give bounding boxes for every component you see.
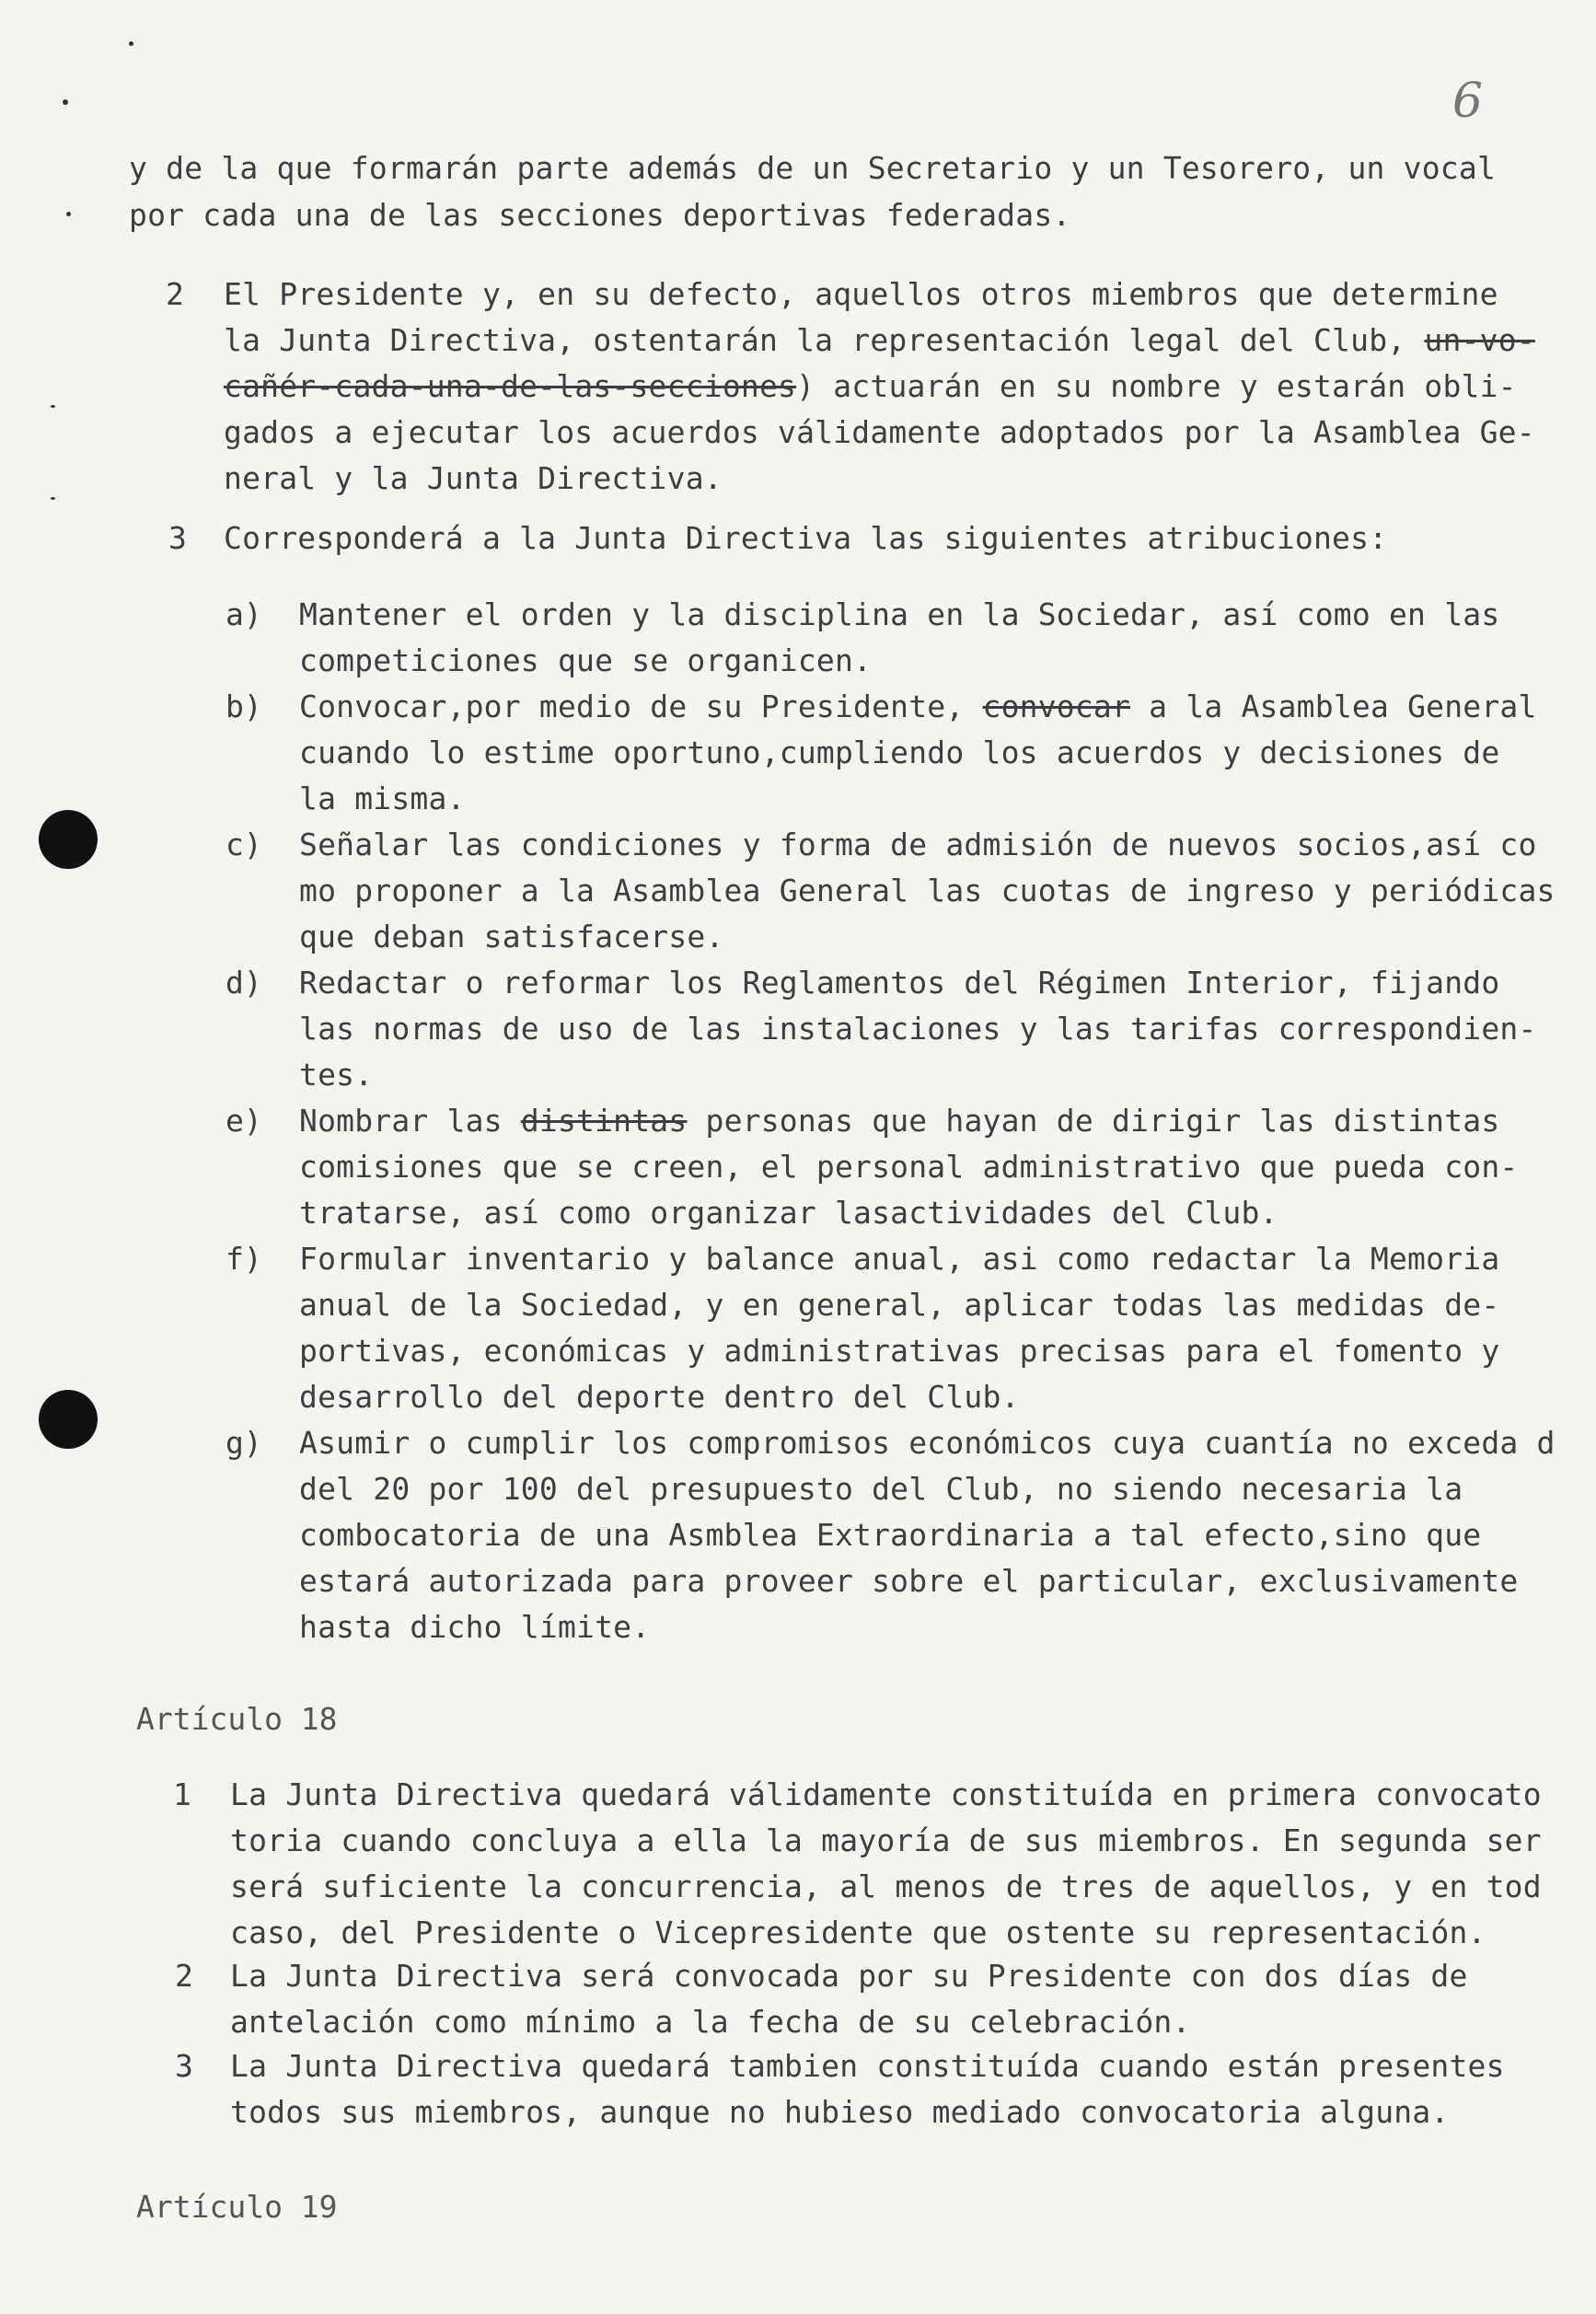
speck bbox=[66, 212, 71, 216]
paragraph-number: 2 bbox=[166, 276, 184, 312]
item-c-line-2: mo proponer a la Asamblea General las cuotas de ingreso y periódicas bbox=[299, 873, 1556, 908]
item-g-line-3: combocatoria de una Asmblea Extraordinaria a tal efecto,sino que bbox=[299, 1517, 1482, 1553]
struck-text: cañér-cada-una-de-las-secciones bbox=[224, 368, 797, 404]
punch-hole-bottom bbox=[39, 1390, 98, 1449]
article-18-p3-line-1: La Junta Directiva quedará tambien constituída cuando están presentes bbox=[230, 2048, 1505, 2084]
item-b-line-3: la misma. bbox=[299, 781, 466, 816]
item-e-line-3: tratarse, así como organizar lasactividades del Club. bbox=[299, 1195, 1278, 1231]
intro-line-1: y de la que formarán parte además de un Secretario y un Tesorero, un vocal bbox=[129, 150, 1497, 186]
struck-text: distintas bbox=[520, 1103, 688, 1139]
punch-hole-top bbox=[39, 810, 98, 869]
article-19-heading: Artículo 19 bbox=[136, 2189, 338, 2225]
paragraph-number: 3 bbox=[175, 2048, 193, 2084]
item-b-line-2: cuando lo estime oportuno,cumpliendo los acuerdos y decisiones de bbox=[299, 735, 1500, 770]
line-text: Convocar,por medio de su Presidente, bbox=[299, 688, 965, 724]
line-text: a la Asamblea General bbox=[1149, 688, 1537, 724]
speck bbox=[129, 41, 133, 46]
item-f-line-4: desarrollo del deporte dentro del Club. bbox=[299, 1379, 1020, 1415]
item-e-line-2: comisiones que se creen, el personal administrativo que pueda con- bbox=[299, 1149, 1519, 1185]
struck-text: un-vo- bbox=[1424, 322, 1535, 358]
item-letter: e) bbox=[226, 1103, 262, 1139]
item-f-line-3: portivas, económicas y administrativas precisas para el fomento y bbox=[299, 1333, 1500, 1369]
paragraph-2-line-5: neral y la Junta Directiva. bbox=[224, 460, 723, 496]
article-18-p1-line-1: La Junta Directiva quedará válidamente constituída en primera convocato bbox=[230, 1776, 1542, 1812]
paragraph-number: 1 bbox=[173, 1776, 191, 1812]
item-d-line-2: las normas de uso de las instalaciones y las tarifas correspondien- bbox=[299, 1011, 1537, 1047]
paragraph-2-line-4: gados a ejecutar los acuerdos válidamente adoptados por la Asamblea Ge- bbox=[224, 414, 1535, 450]
line-text: personas que hayan de dirigir las distintas bbox=[705, 1103, 1500, 1139]
struck-text: convocar bbox=[982, 688, 1131, 724]
item-g-line-2: del 20 por 100 del presupuesto del Club, no siendo necesaria la bbox=[299, 1471, 1463, 1507]
item-a-line-2: competiciones que se organicen. bbox=[299, 642, 873, 678]
speck bbox=[51, 497, 55, 500]
item-b-line-1 bbox=[299, 688, 1537, 725]
item-e-line-1 bbox=[299, 1103, 1499, 1140]
item-letter: b) bbox=[226, 688, 262, 724]
item-letter: f) bbox=[226, 1241, 262, 1277]
line-text: ) actuarán en su nombre y estarán obli- bbox=[796, 368, 1517, 404]
article-18-p3-line-2: todos sus miembros, aunque no hubieso mediado convocatoria alguna. bbox=[230, 2094, 1450, 2130]
item-g-line-4: estará autorizada para proveer sobre el particular, exclusivamente bbox=[299, 1563, 1519, 1599]
paragraph-2-line-1: El Presidente y, en su defecto, aquellos otros miembros que determine bbox=[224, 276, 1498, 312]
speck bbox=[51, 405, 55, 408]
article-18-p2-line-1: La Junta Directiva será convocada por su Presidente con dos días de bbox=[230, 1958, 1468, 1994]
article-18-p1-line-4: caso, del Presidente o Vicepresidente que ostente su representación. bbox=[230, 1915, 1486, 1950]
paragraph-number: 3 bbox=[168, 520, 187, 556]
item-c-line-3: que deban satisfacerse. bbox=[299, 919, 724, 955]
item-d-line-1: Redactar o reformar los Reglamentos del Régimen Interior, fijando bbox=[299, 965, 1500, 1001]
article-18-p2-line-2: antelación como mínimo a la fecha de su celebración. bbox=[230, 2004, 1191, 2040]
item-g-line-5: hasta dicho límite. bbox=[299, 1609, 651, 1645]
item-d-line-3: tes. bbox=[299, 1057, 374, 1093]
speck bbox=[63, 99, 68, 105]
article-18-p1-line-2: toria cuando concluya a ella la mayoría de sus miembros. En segunda ser bbox=[230, 1822, 1542, 1858]
paragraph-3-intro: Corresponderá a la Junta Directiva las siguientes atribuciones: bbox=[224, 520, 1388, 556]
page-number: 6 bbox=[1452, 74, 1484, 129]
item-letter: g) bbox=[226, 1425, 262, 1461]
intro-line-2: por cada una de las secciones deportivas federadas. bbox=[129, 197, 1071, 233]
item-f-line-1: Formular inventario y balance anual, asi como redactar la Memoria bbox=[299, 1241, 1500, 1277]
item-letter: c) bbox=[226, 827, 262, 862]
paragraph-number: 2 bbox=[175, 1958, 193, 1994]
item-f-line-2: anual de la Sociedad, y en general, aplicar todas las medidas de- bbox=[299, 1287, 1500, 1323]
paragraph-2-line-2 bbox=[224, 322, 1535, 359]
item-c-line-1: Señalar las condiciones y forma de admisión de nuevos socios,así co bbox=[299, 827, 1537, 862]
paragraph-2-line-3 bbox=[224, 368, 1517, 405]
item-letter: a) bbox=[226, 596, 262, 632]
article-18-heading: Artículo 18 bbox=[136, 1701, 338, 1737]
line-text: la Junta Directiva, ostentarán la representación legal del Club, bbox=[224, 322, 1406, 358]
line-text: Nombrar las bbox=[299, 1103, 503, 1139]
item-a-line-1: Mantener el orden y la disciplina en la Sociedar, así como en las bbox=[299, 596, 1500, 632]
article-18-p1-line-3: será suficiente la concurrencia, al menos de tres de aquellos, y en tod bbox=[230, 1869, 1542, 1904]
item-g-line-1: Asumir o cumplir los compromisos económicos cuya cuantía no exceda d bbox=[299, 1425, 1556, 1461]
item-letter: d) bbox=[226, 965, 262, 1001]
